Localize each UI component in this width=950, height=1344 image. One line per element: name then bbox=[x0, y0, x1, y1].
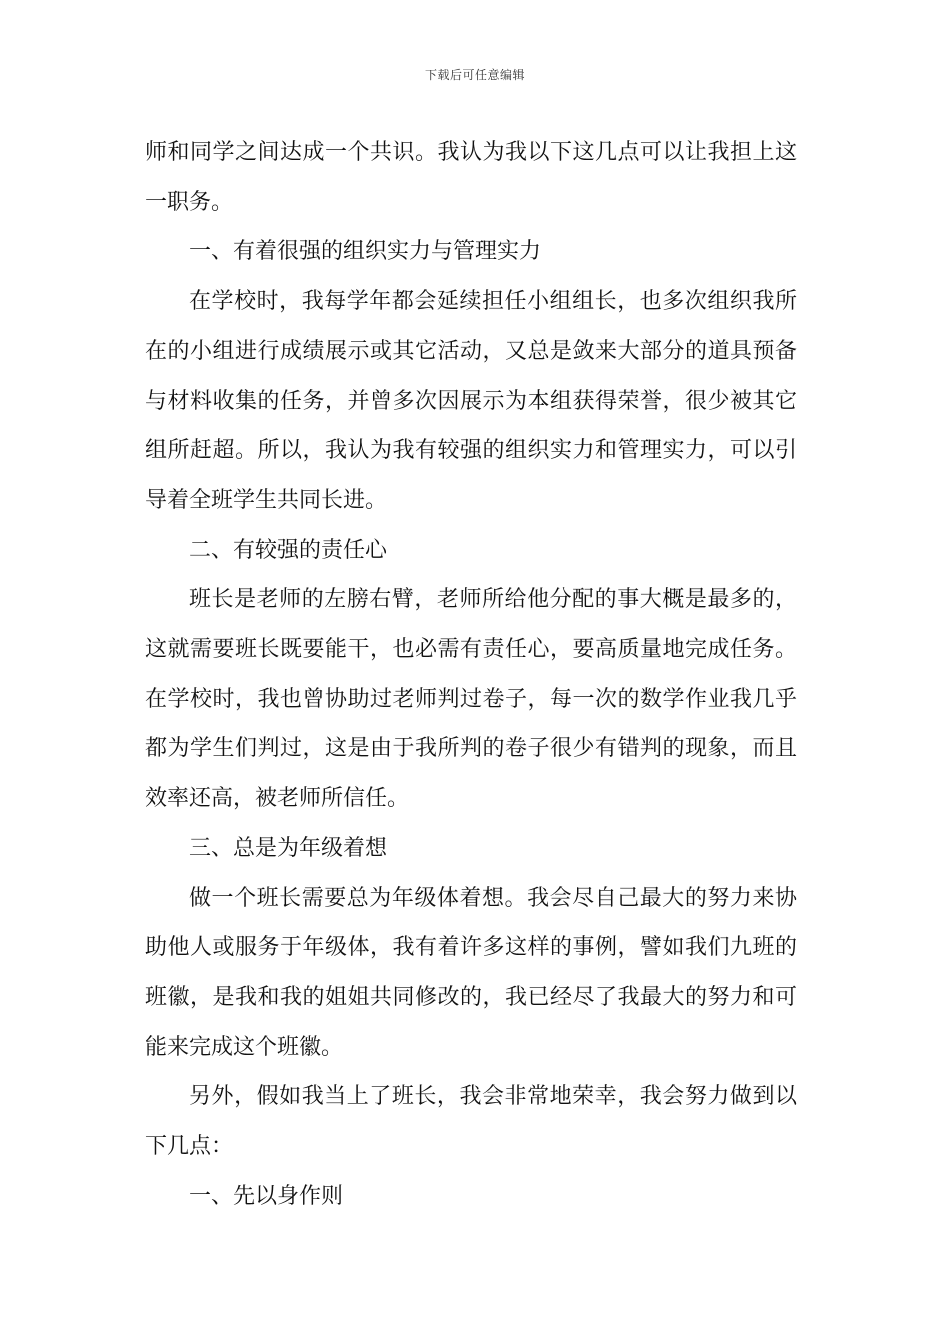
paragraph-organization: 在学校时，我每学年都会延续担任小组组长，也多次组织我所在的小组进行成绩展示或其它活动，又总是敛来大部分的道具预备与材料收集的任务，并曾多次因展示为本组获得荣誉，很少被其它组所赶超。所以，我认为我有较强的组织实力和管理实力，可以引导着全班学生共同长进。 bbox=[145, 289, 797, 513]
page-header: 下载后可任意编辑 bbox=[424, 68, 525, 82]
document-body bbox=[145, 128, 797, 1221]
section-heading-organization: 一、有着很强的组织实力与管理实力 bbox=[189, 239, 542, 265]
section-heading-responsibility: 二、有较强的责任心 bbox=[189, 537, 388, 563]
list-item-lead-by-example: 一、先以身作则 bbox=[189, 1183, 344, 1209]
section-heading-grade: 三、总是为年级着想 bbox=[189, 835, 388, 861]
paragraph-intro-continuation: 师和同学之间达成一个共识。我认为我以下这几点可以让我担上这一职务。 bbox=[145, 140, 797, 215]
paragraph-if-elected: 另外，假如我当上了班长，我会非常地荣幸，我会努力做到以下几点： bbox=[145, 1084, 797, 1160]
paragraph-responsibility: 班长是老师的左膀右臂，老师所给他分配的事大概是最多的，这就需要班长既要能干，也必需有责任心，要高质量地完成任务。在学校时，我也曾协助过老师判过卷子，每一次的数学作业我几乎都为学生们判过，这是由于我所判的卷子很少有错判的现象，而且效率还高，被老师所信任。 bbox=[145, 587, 797, 812]
paragraph-grade: 做一个班长需要总为年级体着想。我会尽自己最大的努力来协助他人或服务于年级体，我有着许多这样的事例，譬如我们九班的班徽，是我和我的姐姐共同修改的，我已经尽了我最大的努力和可能来完成这个班徽。 bbox=[145, 885, 797, 1060]
